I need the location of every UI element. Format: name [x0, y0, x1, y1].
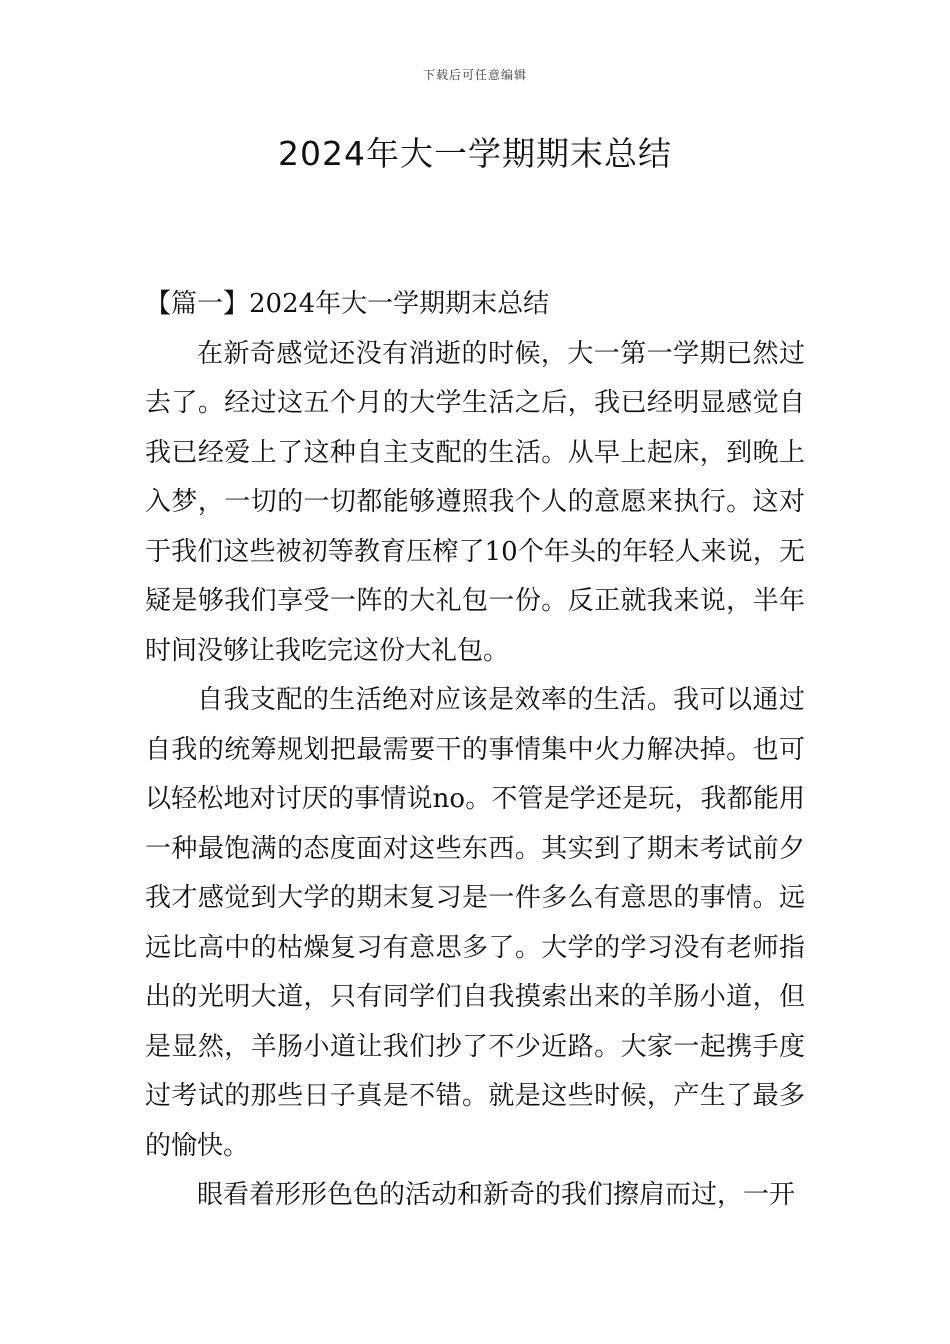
paragraph-3: 眼看着形形色色的活动和新奇的我们擦肩而过，一开: [197, 1180, 796, 1210]
paragraph-2: 自我支配的生活绝对应该是效率的生活。我可以通过自我的统筹规划把最需要干的事情集中火力解决掉。也可以轻松地对讨厌的事情说no。不管是学还是玩，我都能用一种最饱满的态度面对这些东西。其实到了期末考试前夕我才感觉到大学的期末复习是一件多么有意思的事情。远远比高中的枯燥复习有意思多了。大学的学习没有老师指出的光明大道，只有同学们自我摸索出来的羊肠小道，但是显然，羊肠小道让我们抄了不少近路。大家一起携手度过考试的那些日子真是不错。就是这些时候，产生了最多的愉快。: [145, 685, 805, 1161]
document-body: [145, 280, 805, 1221]
document-title: 2024年大一学期期末总结: [278, 134, 672, 173]
paragraph-1: 在新奇感觉还没有消逝的时候，大一第一学期已然过去了。经过这五个月的大学生活之后，我已经明显感觉自我已经爱上了这种自主支配的生活。从早上起床，到晚上入梦，一切的一切都能够遵照我个人的意愿来执行。这对于我们这些被初等教育压榨了10个年头的年轻人来说，无疑是够我们享受一阵的大礼包一份。反正就我来说，半年时间没够让我吃完这份大礼包。: [145, 338, 805, 666]
header-note: 下载后可任意编辑: [422, 68, 527, 82]
section-heading: 【篇一】2024年大一学期期末总结: [145, 289, 550, 319]
